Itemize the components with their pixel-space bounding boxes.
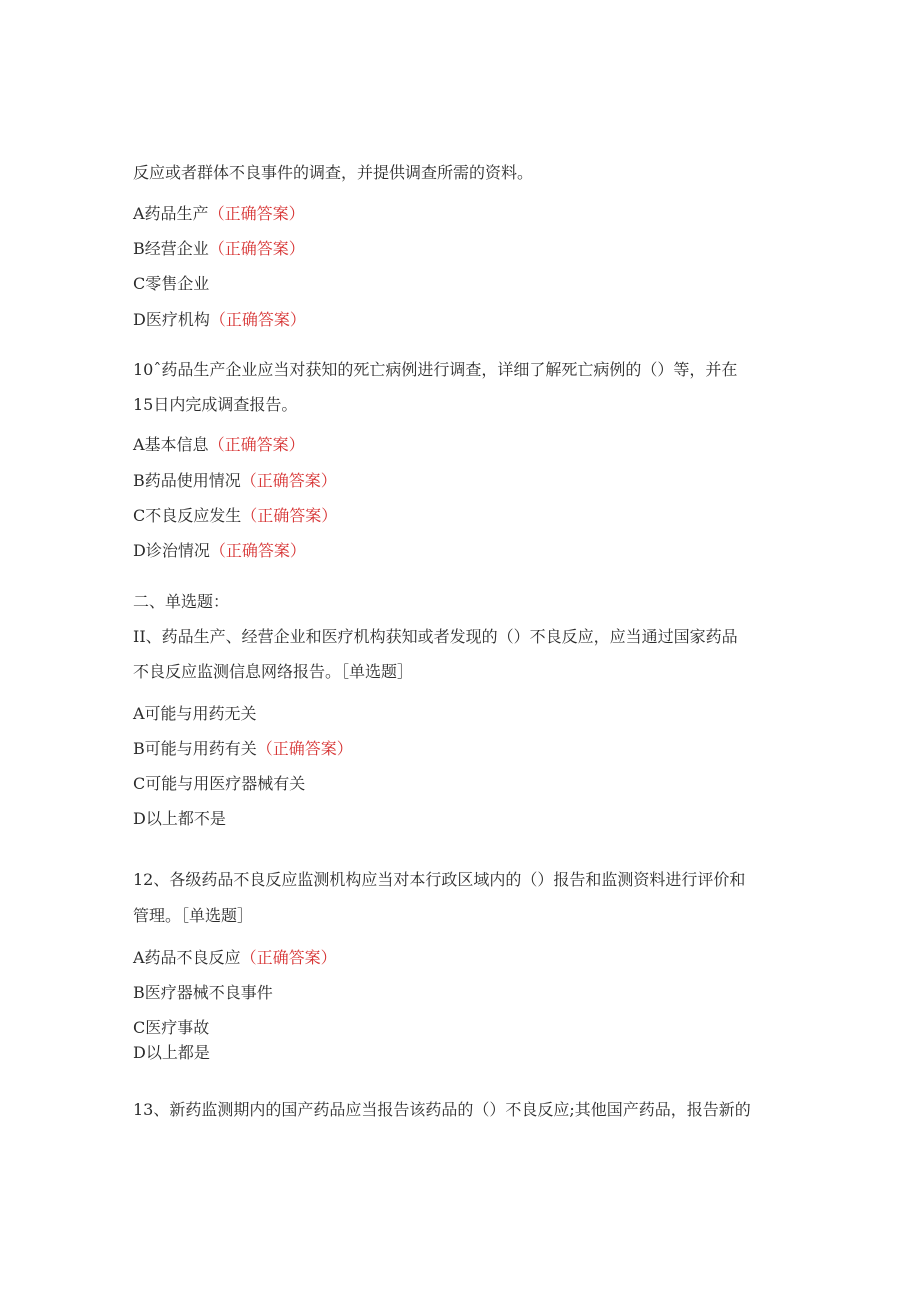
q11-option-b [133, 738, 353, 760]
option-text: B药品使用情况 [133, 471, 241, 490]
option-text: A药品不良反应 [133, 948, 241, 967]
q11-stem-line2: 不良反应监测信息网络报告。［单选题］ [133, 662, 414, 681]
correct-answer-mark: （正确答案） [208, 435, 305, 454]
q11-option-a [133, 703, 257, 725]
q10-stem-line1: 10ˆ药品生产企业应当对获知的死亡病例进行调查，详细了解死亡病例的（）等，并在 [133, 360, 738, 379]
q12-option-c [133, 1017, 209, 1039]
q9-stem-tail: 反应或者群体不良事件的调查，并提供调查所需的资料。 [133, 163, 534, 182]
option-text: B可能与用药有关 [133, 739, 257, 758]
option-text: D以上都是 [133, 1043, 210, 1062]
correct-answer-mark: （正确答案） [209, 310, 306, 329]
q11-stem-line1: II、药品生产、经营企业和医疗机构获知或者发现的（）不良反应，应当通过国家药品 [133, 627, 738, 646]
q10-option-a [133, 434, 305, 456]
option-text: A基本信息 [133, 435, 209, 454]
correct-answer-mark: （正确答案） [256, 739, 353, 758]
option-text: D诊治情况 [133, 541, 210, 560]
option-text: D以上都不是 [133, 809, 226, 828]
correct-answer-mark: （正确答案） [240, 948, 337, 967]
q12-option-a [133, 947, 337, 969]
option-text: A可能与用药无关 [133, 704, 257, 723]
correct-answer-mark: （正确答案） [240, 471, 337, 490]
q10-option-b [133, 470, 337, 492]
q12-option-b [133, 982, 273, 1004]
q12-stem-line2: 管理。［单选题］ [133, 906, 254, 925]
option-text: C可能与用医疗器械有关 [133, 774, 306, 793]
q9-option-c [133, 273, 209, 295]
q10-option-d [133, 540, 306, 562]
q11-option-c [133, 773, 305, 795]
q9-option-a [133, 203, 305, 225]
option-text: C零售企业 [133, 274, 210, 293]
q10-stem-line2: 15日内完成调查报告。 [133, 395, 298, 414]
correct-answer-mark: （正确答案） [208, 239, 305, 258]
option-text: C医疗事故 [133, 1018, 210, 1037]
correct-answer-mark: （正确答案） [208, 204, 305, 223]
q12-stem-line1: 12、各级药品不良反应监测机构应当对本行政区域内的（）报告和监测资料进行评价和 [133, 870, 746, 889]
q12-option-d [133, 1042, 210, 1064]
option-text: D医疗机构 [133, 310, 210, 329]
section-heading: 二、单选题： [133, 592, 230, 611]
q11-option-d [133, 808, 226, 830]
q10-option-c [133, 505, 337, 527]
correct-answer-mark: （正确答案） [241, 506, 338, 525]
option-text: B医疗器械不良事件 [133, 983, 273, 1002]
option-text: B经营企业 [133, 239, 209, 258]
option-text: C不良反应发生 [133, 506, 242, 525]
correct-answer-mark: （正确答案） [209, 541, 306, 560]
q13-stem-line1: 13、新药监测期内的国产药品应当报告该药品的（）不良反应;其他国产药品，报告新的 [133, 1100, 751, 1119]
q9-option-d [133, 309, 306, 331]
q9-option-b [133, 238, 305, 260]
option-text: A药品生产 [133, 204, 209, 223]
